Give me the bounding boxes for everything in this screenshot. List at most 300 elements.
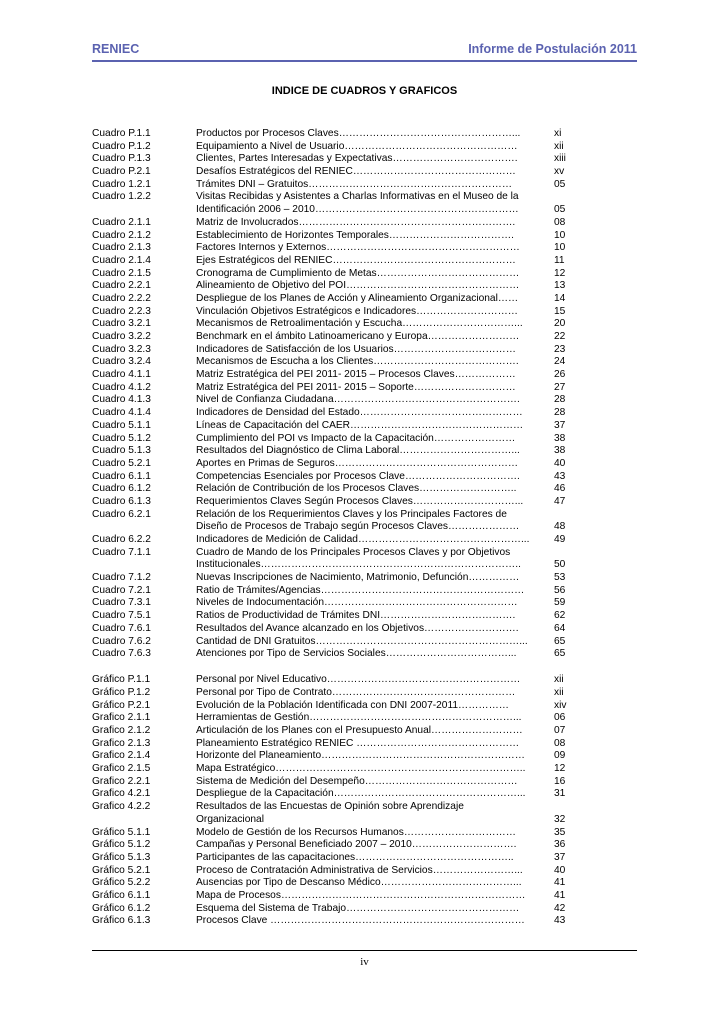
toc-entry — [92, 153, 637, 166]
entry-code: Cuadro 3.2.4 — [92, 356, 151, 368]
entry-page-number — [544, 776, 637, 789]
table-of-contents — [92, 128, 637, 928]
entry-page-number — [544, 166, 637, 179]
toc-entry — [92, 306, 637, 319]
entry-code: Cuadro 1.2.1 — [92, 178, 151, 190]
entry-title — [196, 445, 544, 458]
page-header — [92, 42, 637, 62]
entry-title-line: Visitas Recibidas y Asistentes a Charlas Informativas en el Museo de la — [196, 191, 519, 203]
entry-page-number — [544, 280, 637, 293]
entry-code: Cuadro 7.5.1 — [92, 610, 151, 622]
entry-title-line: Trámites DNI – Gratuitos…………………………………………………… — [196, 178, 513, 190]
toc-entry — [92, 471, 637, 484]
entry-code: Cuadro 3.2.3 — [92, 343, 151, 355]
entry-title — [196, 827, 544, 840]
toc-entry — [92, 572, 637, 585]
entry-page-value: 12 — [554, 763, 566, 775]
entry-page-value: 62 — [554, 610, 566, 622]
entry-code: Grafico 2.1.4 — [92, 750, 151, 762]
entry-title — [196, 394, 544, 407]
toc-entry — [92, 839, 637, 852]
entry-title-line: Equipamiento a Nivel de Usuario…………………………………………… — [196, 140, 518, 152]
entry-title — [196, 306, 544, 319]
entry-page-number — [544, 788, 637, 801]
entry-title-line: Mapa Estratégico……………………………………………………………….. — [196, 763, 526, 775]
entry-page-number — [544, 382, 637, 395]
entry-code: Cuadro 2.2.3 — [92, 305, 151, 317]
entry-page-number — [544, 483, 637, 496]
toc-entry — [92, 890, 637, 903]
entry-page-number — [544, 509, 637, 534]
entry-code: Cuadro 2.2.1 — [92, 280, 151, 292]
entry-page-value: 43 — [554, 915, 566, 927]
toc-entry — [92, 128, 637, 141]
entry-title-line: Indicadores de Satisfacción de los Usuarios……………………………… — [196, 343, 516, 355]
entry-code: Gráfico P.1.1 — [92, 674, 151, 686]
entry-title — [196, 839, 544, 852]
entry-title — [196, 509, 544, 534]
toc-entry — [92, 610, 637, 623]
entry-title — [196, 597, 544, 610]
entry-title-line: Niveles de Indocumentación………………………………………………… — [196, 597, 518, 609]
entry-title-line: Modelo de Gestión de los Recursos Humanos…………………………… — [196, 826, 516, 838]
toc-entry — [92, 623, 637, 636]
entry-page-value: 05 — [554, 204, 566, 216]
entry-title — [196, 420, 544, 433]
entry-page-number — [544, 356, 637, 369]
entry-title — [196, 712, 544, 725]
toc-entry — [92, 915, 637, 928]
entry-page-number — [544, 420, 637, 433]
entry-code: Grafico 2.1.1 — [92, 712, 151, 724]
entry-code: Cuadro 6.1.3 — [92, 495, 151, 507]
toc-entry — [92, 712, 637, 725]
toc-entry — [92, 877, 637, 890]
toc-entry — [92, 687, 637, 700]
toc-entry — [92, 356, 637, 369]
entry-page-number — [544, 268, 637, 281]
toc-entry — [92, 230, 637, 243]
entry-page-value: 46 — [554, 483, 566, 495]
entry-page-number — [544, 471, 637, 484]
entry-page-number — [544, 407, 637, 420]
entry-title-line: Procesos Clave ………………………………………………………………… — [196, 915, 525, 927]
toc-entry — [92, 280, 637, 293]
entry-page-number — [544, 179, 637, 192]
entry-code: Cuadro 3.2.2 — [92, 331, 151, 342]
entry-title — [196, 572, 544, 585]
entry-code: Cuadro 5.1.1 — [92, 419, 151, 431]
entry-title — [196, 153, 544, 166]
entry-page-number — [544, 128, 637, 141]
entry-title — [196, 318, 544, 331]
toc-entry — [92, 776, 637, 789]
entry-page-number — [544, 445, 637, 458]
entry-title-line: Planeamiento Estratégico RENIEC ………………………………………… — [196, 737, 520, 749]
entry-page-number — [544, 648, 637, 661]
entry-page-value: 24 — [554, 356, 566, 368]
entry-title-line: Resultados del Diagnóstico de Clima Laboral……………………………... — [196, 445, 520, 457]
entry-page-value: 12 — [554, 267, 566, 279]
entry-code: Gráfico 5.1.3 — [92, 851, 151, 863]
toc-entry — [92, 725, 637, 738]
header-org: RENIEC — [92, 42, 140, 56]
entry-title-line: Clientes, Partes Interesadas y Expectativas………………………………. — [196, 153, 518, 165]
entry-code: Cuadro 4.1.2 — [92, 381, 151, 393]
entry-page-number — [544, 738, 637, 751]
entry-title — [196, 268, 544, 281]
entry-page-value: 26 — [554, 369, 566, 381]
entry-title — [196, 801, 544, 826]
entry-title-line: Atenciones por Tipo de Servicios Sociales………………………………... — [196, 648, 517, 660]
entry-page-value: 48 — [554, 521, 566, 533]
toc-entry — [92, 496, 637, 509]
entry-page-value: 56 — [554, 584, 566, 596]
toc-entry — [92, 141, 637, 154]
entry-title-line: Organizacional — [196, 813, 264, 825]
entry-page-value: 10 — [554, 229, 566, 241]
entry-title — [196, 191, 544, 216]
entry-page-number — [544, 610, 637, 623]
entry-code: Cuadro 7.6.1 — [92, 622, 151, 634]
entry-page-number — [544, 801, 637, 826]
toc-entry — [92, 585, 637, 598]
entry-page-value: 65 — [554, 648, 566, 660]
entry-title-line: Diseño de Procesos de Trabajo según Procesos Claves………………… — [196, 521, 520, 533]
entry-title-line: Cumplimiento del POI vs Impacto de la Capacitación…………………… — [196, 432, 516, 444]
entry-code: Grafico 4.2.2 — [92, 801, 151, 813]
toc-entry — [92, 166, 637, 179]
entry-page-value: 53 — [554, 572, 566, 584]
toc-entry — [92, 445, 637, 458]
entry-title — [196, 877, 544, 890]
entry-page-number — [544, 636, 637, 649]
entry-code: Cuadro 1.2.2 — [92, 191, 151, 203]
entry-code: Cuadro 2.1.3 — [92, 242, 151, 254]
entry-page-value: 40 — [554, 457, 566, 469]
entry-code: Grafico 4.2.1 — [92, 788, 151, 800]
entry-page-value: xii — [554, 140, 564, 152]
entry-page-number — [544, 585, 637, 598]
entry-page-value: 38 — [554, 432, 566, 444]
entry-title-line: Matriz Estratégica del PEI 2011- 2015 – Procesos Claves……………… — [196, 369, 516, 381]
page-number: iv — [360, 956, 369, 968]
entry-title-line: Mecanismos de Retroalimentación y Escucha……………………………... — [196, 318, 523, 330]
entry-title — [196, 700, 544, 713]
entry-title — [196, 356, 544, 369]
toc-entry — [92, 700, 637, 713]
toc-entry — [92, 458, 637, 471]
entry-page-value: 41 — [554, 889, 566, 901]
entry-code: Gráfico 6.1.3 — [92, 915, 151, 927]
entry-title — [196, 369, 544, 382]
entry-title-line: Participantes de las capacitaciones……………………………………….. — [196, 851, 514, 863]
entry-title — [196, 534, 544, 547]
entry-title-line: Identificación 2006 – 2010…………………………………………………… — [196, 204, 519, 216]
entry-title-line: Resultados de las Encuestas de Opinión sobre Aprendizaje — [196, 801, 464, 813]
toc-entry — [92, 407, 637, 420]
toc-entry — [92, 534, 637, 547]
toc-entry — [92, 801, 637, 826]
entry-title-line: Matriz de Involucrados………………………………………………………. — [196, 216, 516, 228]
toc-entry — [92, 547, 637, 572]
entry-title-line: Mecanismos de Escucha a los Clientes……………………………………. — [196, 356, 519, 368]
entry-page-value: 38 — [554, 445, 566, 457]
entry-title-line: Resultados del Avance alcanzado en los Objetivos………………………. — [196, 622, 519, 634]
entry-page-number — [544, 597, 637, 610]
entry-title — [196, 890, 544, 903]
entry-code: Cuadro 6.1.1 — [92, 470, 151, 482]
entry-code: Cuadro 7.2.1 — [92, 584, 151, 596]
entry-code: Cuadro 4.1.3 — [92, 394, 151, 406]
entry-code: Cuadro 2.1.4 — [92, 254, 151, 266]
entry-title-line: Articulación de los Planes con el Presupuesto Anual……………………… — [196, 725, 523, 737]
toc-entry — [92, 738, 637, 751]
entry-page-value: 05 — [554, 178, 566, 190]
entry-title — [196, 738, 544, 751]
entry-code: Grafico 2.1.2 — [92, 725, 151, 737]
toc-entry — [92, 382, 637, 395]
entry-title-line: Ratio de Trámites/Agencias…………………………………………………… — [196, 584, 525, 596]
toc-entry — [92, 318, 637, 331]
entry-page-value: 37 — [554, 851, 566, 863]
entry-page-value: 10 — [554, 242, 566, 254]
toc-entry — [92, 394, 637, 407]
entry-title-line: Cantidad de DNI Gratuitos……………………………………………………... — [196, 635, 528, 647]
entry-title-line: Establecimiento de Horizontes Temporales………………………………. — [196, 229, 514, 241]
entry-page-value: 32 — [554, 813, 566, 825]
entry-page-value: 42 — [554, 902, 566, 914]
entry-title — [196, 344, 544, 357]
entry-code: Grafico 2.1.5 — [92, 763, 151, 775]
entry-page-value: 09 — [554, 750, 566, 762]
entry-page-number — [544, 763, 637, 776]
entry-page-number — [544, 153, 637, 166]
entry-title — [196, 230, 544, 243]
entry-code: Cuadro 7.3.1 — [92, 597, 151, 609]
entry-page-value: 14 — [554, 292, 566, 304]
entry-title — [196, 648, 544, 661]
entry-title-line: Competencias Esenciales por Procesos Clave……………………………. — [196, 470, 520, 482]
entry-title — [196, 433, 544, 446]
entry-page-number — [544, 687, 637, 700]
toc-entry — [92, 331, 637, 344]
entry-title — [196, 852, 544, 865]
toc-entry — [92, 597, 637, 610]
entry-title-line: Ejes Estratégicos del RENIEC……………………………………………… — [196, 254, 516, 266]
entry-page-value: xi — [554, 128, 562, 139]
entry-page-number — [544, 141, 637, 154]
entry-title-line: Institucionales………………………………………………………………….. — [196, 559, 521, 571]
toc-entry — [92, 483, 637, 496]
entry-page-value: 47 — [554, 495, 566, 507]
entry-page-number — [544, 331, 637, 344]
entry-page-value: 43 — [554, 470, 566, 482]
entry-title — [196, 128, 544, 141]
toc-entry — [92, 827, 637, 840]
entry-title-line: Requerimientos Claves Según Procesos Claves…………………………... — [196, 495, 524, 507]
entry-page-value: xiii — [554, 153, 566, 165]
entry-page-number — [544, 230, 637, 243]
entry-title — [196, 687, 544, 700]
entry-title — [196, 471, 544, 484]
entry-page-value: 28 — [554, 407, 566, 419]
entry-page-value: 40 — [554, 864, 566, 876]
entry-page-number — [544, 318, 637, 331]
toc-entry — [92, 788, 637, 801]
entry-title-line: Nuevas Inscripciones de Nacimiento, Matrimonio, Defunción…………… — [196, 572, 520, 584]
entry-title — [196, 331, 544, 344]
entry-code: Cuadro 2.2.2 — [92, 292, 151, 304]
entry-title-line: Alineamiento de Objetivo del POI…………………………………………… — [196, 280, 520, 292]
toc-entry — [92, 344, 637, 357]
entry-page-value: 50 — [554, 559, 566, 571]
entry-page-number — [544, 827, 637, 840]
entry-code: Cuadro 7.6.2 — [92, 635, 151, 647]
entry-page-number — [544, 496, 637, 509]
entry-page-value: 49 — [554, 534, 566, 545]
entry-code: Cuadro 6.2.2 — [92, 534, 151, 545]
entry-title-line: Despliegue de los Planes de Acción y Alineamiento Organizacional…… — [196, 292, 519, 304]
entry-page-value: xii — [554, 674, 564, 686]
entry-page-number — [544, 547, 637, 572]
entry-page-number — [544, 674, 637, 687]
entry-code: Cuadro 4.1.4 — [92, 407, 151, 419]
entry-title-line: Mapa de Procesos……………………………………………………………… — [196, 889, 526, 901]
entry-page-number — [544, 852, 637, 865]
entry-code: Gráfico P.1.2 — [92, 686, 151, 698]
entry-title-line: Indicadores de Densidad del Estado………………………………………… — [196, 407, 523, 419]
entry-title-line: Líneas de Capacitación del CAER…………………………………………… — [196, 419, 524, 431]
entry-page-value: 64 — [554, 622, 566, 634]
entry-page-value: 41 — [554, 877, 566, 889]
entry-title-line: Personal por Nivel Educativo………………………………………………… — [196, 674, 521, 686]
entry-page-number — [544, 700, 637, 713]
entry-page-number — [544, 217, 637, 230]
entry-title-line: Personal por Tipo de Contrato……………………………………………… — [196, 686, 516, 698]
entry-code: Cuadro P.1.3 — [92, 153, 151, 165]
entry-title — [196, 496, 544, 509]
entry-code: Gráfico 6.1.1 — [92, 889, 151, 901]
footer-rule — [92, 950, 637, 951]
entry-code: Cuadro P.1.1 — [92, 128, 151, 139]
entry-title — [196, 458, 544, 471]
entry-code: Cuadro 2.1.2 — [92, 229, 151, 241]
entry-code: Gráfico 5.1.2 — [92, 839, 151, 851]
entry-page-value: 23 — [554, 343, 566, 355]
entry-title-line: Indicadores de Medición de Calidad…………………………………………... — [196, 534, 530, 545]
toc-entry — [92, 191, 637, 216]
entry-code: Cuadro 5.1.2 — [92, 432, 151, 444]
entry-title — [196, 293, 544, 306]
entry-title-line: Proceso de Contratación Administrativa de Servicios……………………... — [196, 864, 523, 876]
entry-title — [196, 407, 544, 420]
entry-page-number — [544, 750, 637, 763]
toc-entry — [92, 242, 637, 255]
entry-code: Cuadro 3.2.1 — [92, 318, 151, 330]
entry-page-number — [544, 877, 637, 890]
entry-page-value: xiv — [554, 699, 567, 711]
entry-title — [196, 725, 544, 738]
entry-page-value: 27 — [554, 381, 566, 393]
toc-entry — [92, 648, 637, 661]
entry-title — [196, 547, 544, 572]
entry-page-value: 11 — [554, 254, 565, 266]
entry-page-number — [544, 534, 637, 547]
entry-title-line: Esquema del Sistema de Trabajo…………………………………………… — [196, 902, 520, 914]
entry-title — [196, 382, 544, 395]
entry-page-value: xii — [554, 686, 564, 698]
entry-title-line: Relación de Contribución de los Procesos Claves……………………….. — [196, 483, 517, 495]
entry-page-number — [544, 344, 637, 357]
entry-code: Cuadro 5.1.3 — [92, 445, 151, 457]
entry-page-value: 20 — [554, 318, 566, 330]
entry-page-number — [544, 890, 637, 903]
entry-code: Cuadro P.1.2 — [92, 140, 151, 152]
entry-title — [196, 280, 544, 293]
entry-page-value: 37 — [554, 419, 566, 431]
entry-page-value: 59 — [554, 597, 566, 609]
toc-entry — [92, 255, 637, 268]
entry-page-number — [544, 865, 637, 878]
entry-title-line: Factores Internos y Externos………………………………………………… — [196, 242, 520, 254]
entry-title-line: Vinculación Objetivos Estratégicos e Indicadores………………………… — [196, 305, 518, 317]
entry-page-value: 36 — [554, 839, 566, 851]
entry-code: Gráfico P.2.1 — [92, 699, 151, 711]
entry-title — [196, 788, 544, 801]
entry-page-value: 35 — [554, 826, 566, 838]
entry-title — [196, 610, 544, 623]
entry-title — [196, 915, 544, 928]
toc-entry — [92, 268, 637, 281]
entry-code: Cuadro 2.1.5 — [92, 267, 151, 279]
toc-entry — [92, 509, 637, 534]
entry-title — [196, 763, 544, 776]
entry-code: Cuadro 5.2.1 — [92, 457, 151, 469]
entry-title — [196, 166, 544, 179]
entry-page-number — [544, 915, 637, 928]
entry-title-line: Cuadro de Mando de los Principales Procesos Claves y por Objetivos — [196, 546, 511, 558]
entry-page-value: 08 — [554, 737, 566, 749]
entry-page-value: 07 — [554, 725, 566, 737]
entry-title — [196, 255, 544, 268]
entry-page-number — [544, 293, 637, 306]
entry-page-number — [544, 458, 637, 471]
entry-code: Gráfico 5.2.1 — [92, 864, 151, 876]
entry-title-line: Relación de los Requerimientos Claves y los Principales Factores de — [196, 508, 507, 520]
entry-page-number — [544, 394, 637, 407]
entry-title-line: Matriz Estratégica del PEI 2011- 2015 – Soporte………………………… — [196, 381, 516, 393]
entry-page-value: 65 — [554, 635, 566, 647]
entry-title — [196, 585, 544, 598]
entry-title — [196, 674, 544, 687]
entry-page-number — [544, 242, 637, 255]
entry-title — [196, 141, 544, 154]
entry-code: Cuadro 6.1.2 — [92, 483, 151, 495]
entry-title — [196, 217, 544, 230]
entry-page-value: 16 — [554, 775, 566, 787]
toc-entry — [92, 865, 637, 878]
entry-page-number — [544, 712, 637, 725]
toc-entry — [92, 852, 637, 865]
header-rule — [92, 60, 637, 62]
entry-page-value: 22 — [554, 331, 566, 342]
toc-entry — [92, 179, 637, 192]
entry-page-number — [544, 903, 637, 916]
toc-entry — [92, 420, 637, 433]
toc-entry — [92, 763, 637, 776]
entry-code: Cuadro 7.6.3 — [92, 648, 151, 660]
